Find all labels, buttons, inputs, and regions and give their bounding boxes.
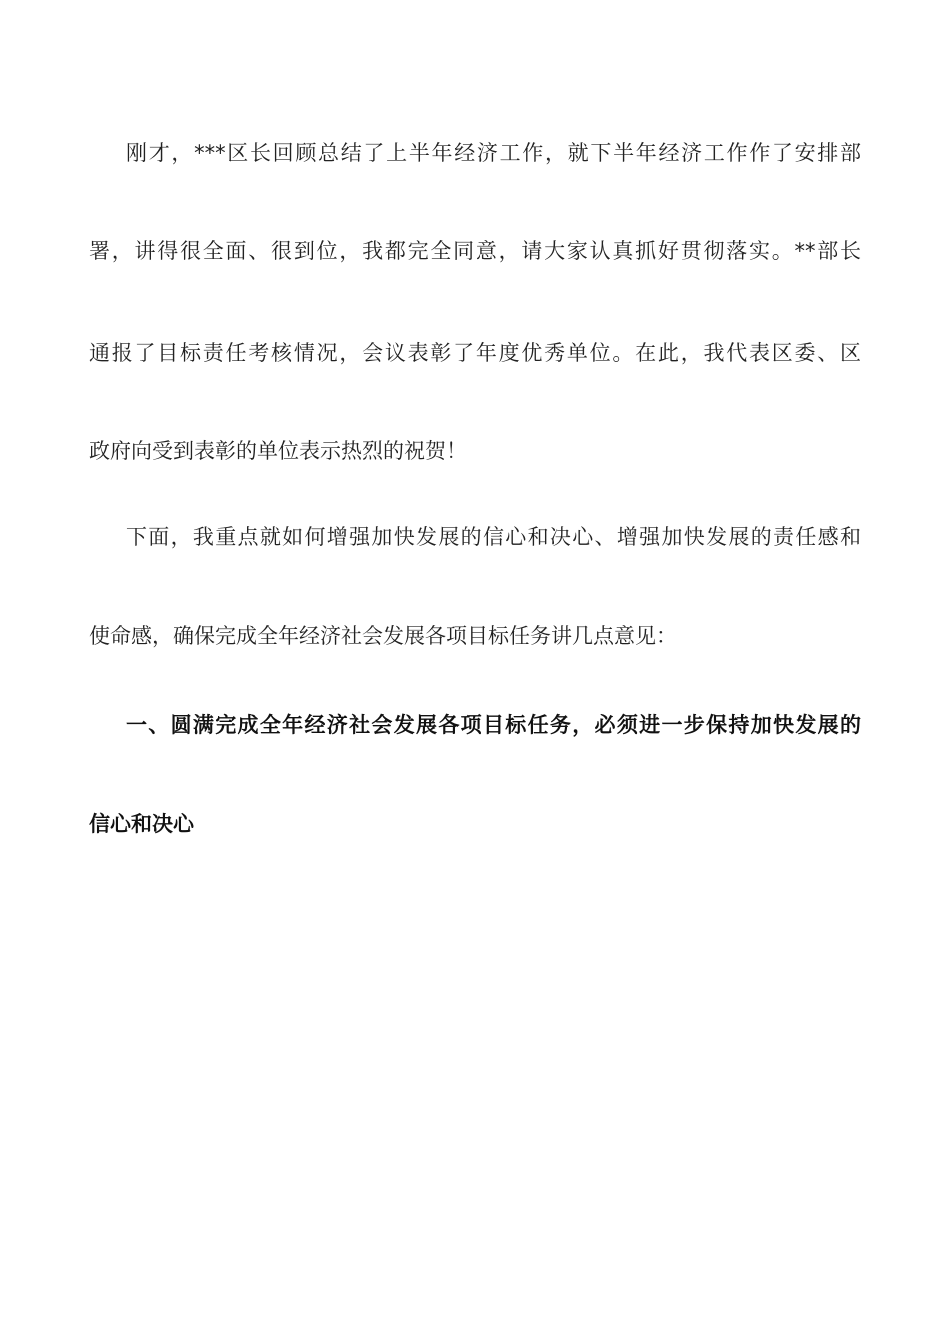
paragraph-1-line-1: 刚才，***区长回顾总结了上半年经济工作，就下半年经济工作作了安排部 xyxy=(126,141,861,165)
paragraph-2-line-2: 使命感，确保完成全年经济社会发展各项目标任务讲几点意见： xyxy=(89,624,677,648)
paragraph-1-line-3: 通报了目标责任考核情况，会议表彰了年度优秀单位。在此，我代表区委、区 xyxy=(89,341,861,365)
paragraph-2-line-1: 下面，我重点就如何增强加快发展的信心和决心、增强加快发展的责任感和 xyxy=(126,525,861,549)
section-heading-line-2: 信心和决心 xyxy=(89,812,194,836)
paragraph-1-line-4: 政府向受到表彰的单位表示热烈的祝贺！ xyxy=(89,439,467,463)
paragraph-1-line-2: 署，讲得很全面、很到位，我都完全同意，请大家认真抓好贯彻落实。**部长 xyxy=(89,239,861,263)
section-heading-line-1: 一、圆满完成全年经济社会发展各项目标任务，必须进一步保持加快发展的 xyxy=(126,713,861,737)
